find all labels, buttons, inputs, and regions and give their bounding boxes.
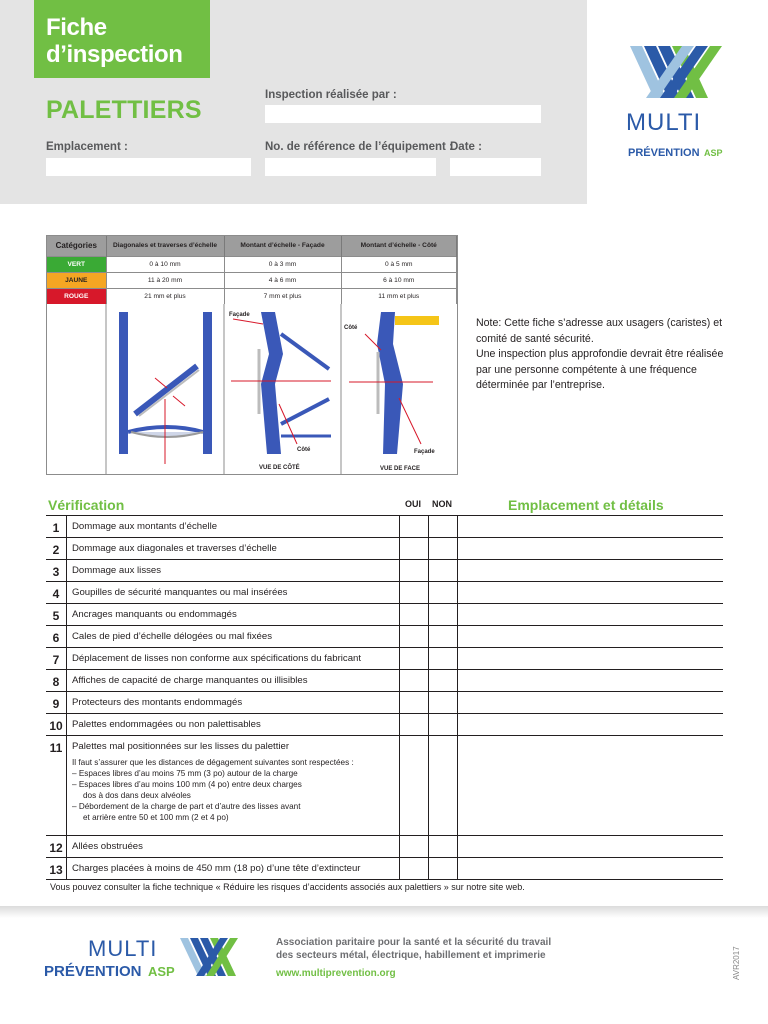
multi-prevention-logo	[620, 40, 740, 170]
sub-line: Il faut s’assurer que les distances de dégagement suivantes sont respectées :	[72, 758, 354, 767]
legend-header-category: Catégories	[47, 236, 106, 256]
details-title: Emplacement et détails	[508, 497, 664, 513]
table-row	[46, 560, 723, 582]
oui-checkbox[interactable]	[400, 692, 429, 713]
item-number: 3	[46, 560, 67, 581]
non-checkbox[interactable]	[429, 736, 458, 835]
item-number: 13	[46, 858, 67, 879]
version-code: AVR2017	[732, 946, 741, 980]
verification-title: Vérification	[48, 497, 125, 513]
footer-logo-prevention: PRÉVENTION	[44, 963, 142, 980]
table-row	[46, 692, 723, 714]
legend-cell: 0 à 5 mm	[341, 256, 457, 272]
item-text: Charges placées à moins de 450 mm (18 po) d’une tête d’extincteur	[67, 858, 400, 879]
legend-cell: 7 mm et plus	[224, 288, 341, 304]
item-text: Cales de pied d’échelle délogées ou mal fixées	[67, 626, 400, 647]
oui-checkbox[interactable]	[400, 670, 429, 691]
details-field[interactable]	[458, 714, 723, 735]
non-header: NON	[432, 499, 452, 509]
equipment-ref-label: No. de référence de l’équipement :	[265, 141, 453, 153]
non-checkbox[interactable]	[429, 836, 458, 857]
item-number: 1	[46, 516, 67, 537]
page-subtitle: PALETTIERS	[46, 96, 202, 124]
note-line: comité de santé sécurité.	[476, 332, 594, 345]
item-text: Affiches de capacité de charge manquantes ou illisibles	[67, 670, 400, 691]
label-vue-face: VUE DE FACE	[380, 466, 421, 472]
non-checkbox[interactable]	[429, 560, 458, 581]
assoc-line: Association paritaire pour la santé et la sécurité du travail	[276, 937, 552, 948]
legend-header-facade: Montant d’échelle - Façade	[224, 236, 341, 256]
legend-header-cote: Montant d’échelle - Côté	[341, 236, 457, 256]
clearance-requirements	[72, 757, 399, 823]
title-line-1: Fiche	[46, 14, 107, 41]
item-number: 2	[46, 538, 67, 559]
oui-checkbox[interactable]	[400, 858, 429, 879]
table-row	[46, 736, 723, 836]
diagonal-damage-diagram	[119, 312, 212, 464]
legend-cell: 0 à 10 mm	[106, 256, 224, 272]
oui-checkbox[interactable]	[400, 714, 429, 735]
logo-asp-text: ASP	[704, 148, 723, 158]
footnote: Vous pouvez consulter la fiche technique « Réduire les risques d’accidents associés aux palettiers » sur notre site web.	[50, 882, 525, 892]
non-checkbox[interactable]	[429, 626, 458, 647]
oui-checkbox[interactable]	[400, 560, 429, 581]
inspection-by-field[interactable]	[265, 105, 541, 123]
oui-checkbox[interactable]	[400, 604, 429, 625]
damage-legend-table	[46, 235, 458, 475]
non-checkbox[interactable]	[429, 648, 458, 669]
oui-checkbox[interactable]	[400, 626, 429, 647]
title-box	[34, 0, 210, 78]
item-number: 9	[46, 692, 67, 713]
table-row	[46, 858, 723, 880]
item-number: 10	[46, 714, 67, 735]
sub-line: – Espaces libres d’au moins 75 mm (3 po) autour de la charge	[72, 769, 298, 778]
association-text	[276, 936, 551, 962]
oui-checkbox[interactable]	[400, 736, 429, 835]
oui-checkbox[interactable]	[400, 538, 429, 559]
equipment-ref-field[interactable]	[265, 158, 436, 176]
item-text: Palettes endommagées ou non palettisables	[67, 714, 400, 735]
legend-cell: 6 à 10 mm	[341, 272, 457, 288]
inspection-by-label: Inspection réalisée par :	[265, 89, 397, 101]
table-row	[46, 604, 723, 626]
label-vue-cote: VUE DE CÔTÉ	[259, 465, 300, 471]
label-cote-top: Côté	[344, 325, 358, 331]
item-number: 8	[46, 670, 67, 691]
item-text: Ancrages manquants ou endommagés	[67, 604, 400, 625]
details-field[interactable]	[458, 836, 723, 857]
legend-header-diagonales: Diagonales et traverses d’échelle	[106, 236, 224, 256]
item-text: Goupilles de sécurité manquantes ou mal insérées	[67, 582, 400, 603]
oui-header: OUI	[405, 499, 422, 509]
label-cote-mid: Côté	[297, 447, 311, 453]
details-field[interactable]	[458, 604, 723, 625]
item-text-with-details	[67, 736, 400, 835]
note-line: déterminée par l’entreprise.	[476, 379, 605, 392]
inspection-checklist	[46, 515, 723, 880]
item-number: 12	[46, 836, 67, 857]
racking-damage-diagrams	[47, 304, 457, 474]
non-checkbox[interactable]	[429, 604, 458, 625]
details-field[interactable]	[458, 626, 723, 647]
item-text: Déplacement de lisses non conforme aux spécifications du fabricant	[67, 648, 400, 669]
note-line: Une inspection plus approfondie devrait être réalisée	[476, 348, 724, 361]
item-number: 6	[46, 626, 67, 647]
legend-category-jaune: JAUNE	[47, 272, 106, 288]
item-text: Dommage aux diagonales et traverses d’échelle	[67, 538, 400, 559]
legend-cell: 0 à 3 mm	[224, 256, 341, 272]
legend-cell: 4 à 6 mm	[224, 272, 341, 288]
details-field[interactable]	[458, 858, 723, 879]
legend-category-rouge: ROUGE	[47, 288, 106, 304]
table-row	[46, 670, 723, 692]
table-row	[46, 582, 723, 604]
sub-line: – Débordement de la charge de part et d’autre des lisses avant	[72, 802, 301, 811]
sub-line: et arrière entre 50 et 100 mm (2 et 4 po)	[83, 813, 229, 822]
details-field[interactable]	[458, 582, 723, 603]
table-row	[46, 516, 723, 538]
location-field[interactable]	[46, 158, 251, 176]
facade-damage-diagram	[231, 312, 331, 454]
footer-logo-mark-icon	[180, 938, 238, 976]
legend-cell: 11 à 20 mm	[106, 272, 224, 288]
item-number: 4	[46, 582, 67, 603]
location-label: Emplacement :	[46, 141, 128, 153]
footer-band	[0, 906, 768, 918]
item-number: 11	[46, 736, 67, 835]
date-field[interactable]	[450, 158, 541, 176]
assoc-line: des secteurs métal, électrique, habillement et imprimerie	[276, 950, 546, 961]
footer-logo-multi: MULTI	[88, 936, 158, 961]
details-field[interactable]	[458, 670, 723, 691]
title-line-2: d’inspection	[46, 41, 183, 68]
item-text: Dommage aux montants d’échelle	[67, 516, 400, 537]
non-checkbox[interactable]	[429, 516, 458, 537]
legend-cell: 11 mm et plus	[341, 288, 457, 304]
side-damage-diagram	[349, 312, 439, 454]
table-row	[46, 626, 723, 648]
oui-checkbox[interactable]	[400, 648, 429, 669]
details-field[interactable]	[458, 736, 723, 835]
non-checkbox[interactable]	[429, 538, 458, 559]
table-row	[46, 836, 723, 858]
item-text: Allées obstruées	[67, 836, 400, 857]
note-line: par une personne compétente à une fréquence	[476, 363, 697, 376]
note-line: Note: Cette fiche s’adresse aux usagers (caristes) et	[476, 317, 723, 329]
non-checkbox[interactable]	[429, 582, 458, 603]
details-field[interactable]	[458, 538, 723, 559]
details-field[interactable]	[458, 560, 723, 581]
oui-checkbox[interactable]	[400, 836, 429, 857]
item-number: 7	[46, 648, 67, 669]
non-checkbox[interactable]	[429, 858, 458, 879]
footer-logo	[44, 934, 244, 984]
non-checkbox[interactable]	[429, 714, 458, 735]
details-field[interactable]	[458, 692, 723, 713]
oui-checkbox[interactable]	[400, 516, 429, 537]
logo-mark-icon	[630, 46, 722, 98]
details-field[interactable]	[458, 648, 723, 669]
logo-multi-text: MULTI	[626, 109, 702, 136]
sub-line: dos à dos dans deux alvéoles	[83, 791, 191, 800]
footer-logo-asp: ASP	[148, 964, 175, 979]
table-row	[46, 714, 723, 736]
non-checkbox[interactable]	[429, 692, 458, 713]
label-facade-bottom: Façade	[414, 449, 435, 455]
item-text: Dommage aux lisses	[67, 560, 400, 581]
label-facade-top: Façade	[229, 312, 250, 318]
item-text: Palettes mal positionnées sur les lisses du palettier	[72, 741, 290, 752]
non-checkbox[interactable]	[429, 670, 458, 691]
details-field[interactable]	[458, 516, 723, 537]
date-label: Date :	[450, 141, 482, 153]
logo-prevention-text: PRÉVENTION	[628, 147, 700, 159]
website-link[interactable]: www.multiprevention.org	[276, 968, 396, 979]
item-number: 5	[46, 604, 67, 625]
table-row	[46, 648, 723, 670]
legend-cell: 21 mm et plus	[106, 288, 224, 304]
note-text	[476, 316, 746, 394]
table-row	[46, 538, 723, 560]
sub-line: – Espaces libres d’au moins 100 mm (4 po) entre deux charges	[72, 780, 302, 789]
legend-category-vert: VERT	[47, 256, 106, 272]
oui-checkbox[interactable]	[400, 582, 429, 603]
item-text: Protecteurs des montants endommagés	[67, 692, 400, 713]
